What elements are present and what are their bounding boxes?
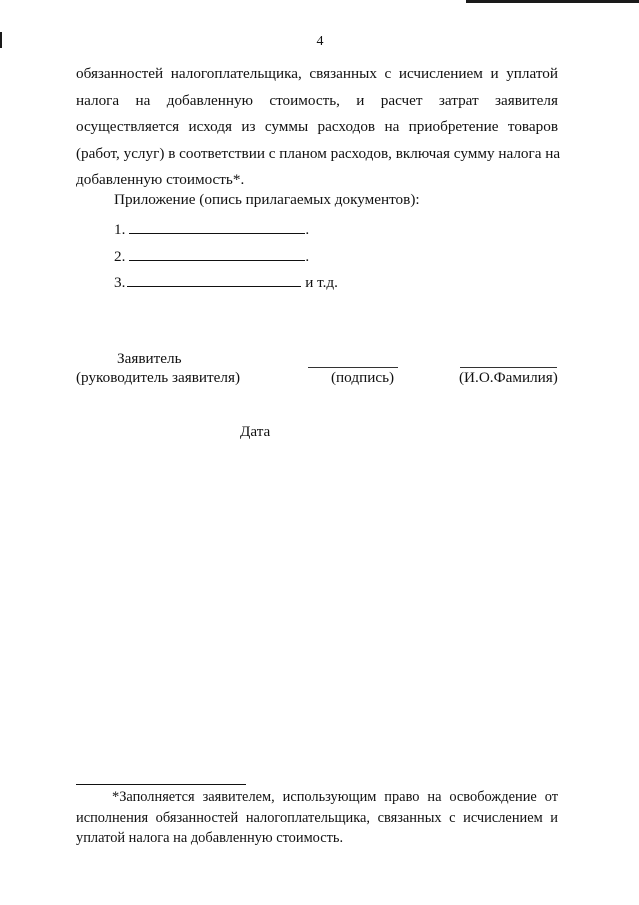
body-line: осуществляется исходя из суммы расходов на приобретение товаров xyxy=(76,118,558,136)
name-caption: (И.О.Фамилия) xyxy=(459,369,558,386)
appendix-item xyxy=(114,272,338,292)
appendix-item-blank xyxy=(129,246,305,261)
footnote-line: *Заполняется заявителем, использующим право на освобождение от xyxy=(112,789,558,805)
appendix-item-suffix: . xyxy=(305,248,310,265)
appendix-item-blank xyxy=(127,272,301,287)
appendix-item xyxy=(114,219,309,239)
applicant-label: Заявитель xyxy=(117,350,182,367)
head-label: (руководитель заявителя) xyxy=(76,369,241,386)
appendix-item-suffix: . xyxy=(305,221,310,238)
body-line: добавленную стоимость*. xyxy=(76,171,245,189)
footnote-separator xyxy=(76,784,246,785)
footnote xyxy=(76,787,558,849)
body-line: налога на добавленную стоимость, и расчет затрат заявителя xyxy=(76,91,558,109)
footnote-line: исполнения обязанностей налогоплательщика, связанных с исчислением и xyxy=(76,809,558,826)
left-edge-mark xyxy=(0,32,2,48)
appendix-item xyxy=(114,246,309,266)
appendix-item-suffix: и т.д. xyxy=(301,274,338,291)
footnote-line: уплатой налога на добавленную стоимость. xyxy=(76,830,344,846)
appendix-title: Приложение (опись прилагаемых документов): xyxy=(114,191,420,208)
appendix-item-number: 1. xyxy=(114,221,126,238)
appendix-item-number: 2. xyxy=(114,248,126,265)
name-line xyxy=(460,367,557,368)
signature-line xyxy=(308,367,398,368)
body-paragraph xyxy=(76,61,561,194)
appendix-item-blank xyxy=(129,219,305,234)
date-label: Дата xyxy=(240,423,271,440)
body-line: (работ, услуг) в соответствии с планом расходов, включая сумму налога на xyxy=(76,144,561,162)
body-line: обязанностей налогоплательщика, связанных с исчислением и уплатой xyxy=(76,65,558,82)
top-edge-rule xyxy=(466,0,639,3)
signature-caption: (подпись) xyxy=(331,369,395,386)
page-number: 4 xyxy=(316,34,324,49)
appendix-item-number: 3. xyxy=(114,274,126,291)
